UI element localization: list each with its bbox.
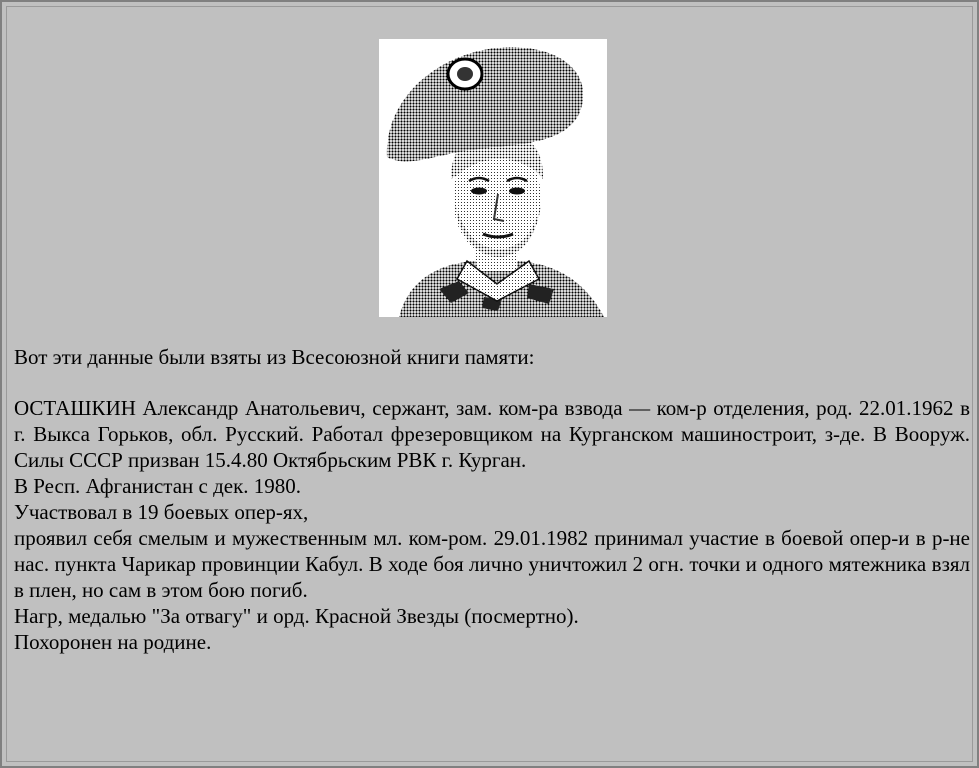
- operations-line: Участвовал в 19 боевых опер-ях,: [14, 500, 309, 524]
- awards-line: Нагр, медалью "За отвагу" и орд. Красной Звезды (посмертно).: [14, 604, 579, 628]
- intro-line: Вот эти данные были взяты из Всесоюзной книги памяти:: [14, 345, 535, 369]
- portrait-photo: [379, 39, 607, 317]
- portrait-image: [379, 39, 607, 317]
- combat-paragraph: проявил себя смелым и мужественным мл. ком-ром. 29.01.1982 принимал участие в боевой опер-и в р-не нас. пункта Чарикар провинции Кабул. В ходе боя лично уничтожил 2 огн. точки и одного мятежника взял в плен, но сам в этом бою погиб.: [14, 526, 970, 602]
- burial-line: Похоронен на родине.: [14, 630, 212, 654]
- biography-paragraph: ОСТАШКИН Александр Анатольевич, сержант, зам. ком-ра взвода — ком-р отделения, род. 22.01.1962 в г. Выкса Горьков, обл. Русский. Работал фрезеровщиком на Курганском машиностроит, з-де. В Вооруж. Силы СССР призван 15.4.80 Октябрьским РВК г. Курган.: [14, 396, 970, 472]
- memorial-text: [14, 344, 970, 655]
- afghanistan-line: В Респ. Афганистан с дек. 1980.: [14, 474, 302, 498]
